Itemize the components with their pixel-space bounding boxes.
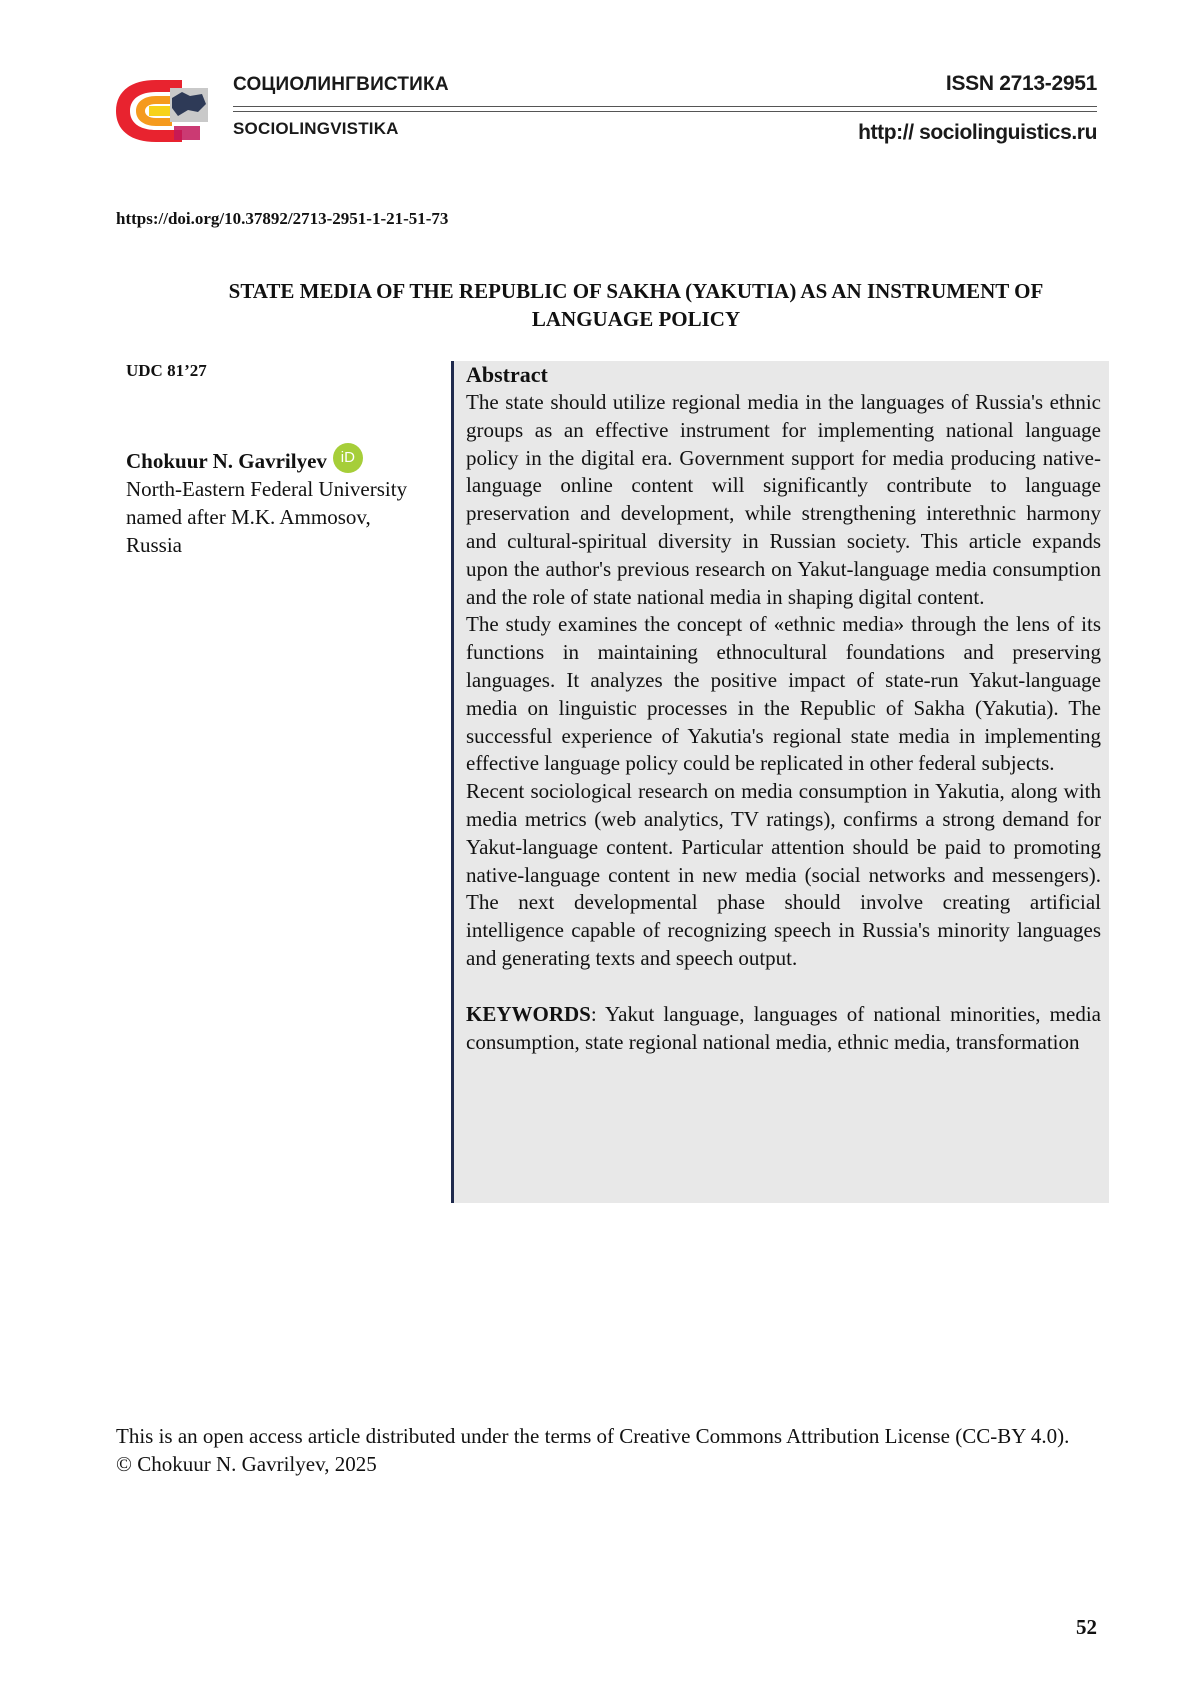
header-divider	[233, 106, 1097, 107]
orcid-icon[interactable]: iD	[333, 443, 363, 473]
keywords-list: : Yakut language, languages of national minorities, media consumption, state regional national media, ethnic media, transformation	[466, 1001, 1101, 1054]
keywords	[466, 1001, 1101, 1057]
journal-title-ru: СОЦИОЛИНГВИСТИКА	[233, 74, 449, 95]
header-divider-secondary	[233, 111, 1097, 112]
logo-graphic	[112, 74, 212, 148]
abstract-paragraph: The state should utilize regional media in the languages of Russia's ethnic groups as an effective instrument for implementing national language policy in the digital era. Government support for media producing native-language online content will significantly contribute to language preservation and development, while strengthening interethnic harmony and cultural-spiritual diversity in Russian society. This article expands upon the author's previous research on Yakut-language media consumption and the role of state national media in shaping digital content.	[466, 390, 1101, 609]
abstract-heading: Abstract	[466, 362, 548, 387]
license-footer	[116, 1422, 1076, 1478]
article-title: STATE MEDIA OF THE REPUBLIC OF SAKHA (YAKUTIA) AS AN INSTRUMENT OF LANGUAGE POLICY	[228, 279, 1044, 331]
doi-link[interactable]: https://doi.org/10.37892/2713-2951-1-21-51-73	[116, 209, 449, 228]
author-block	[126, 443, 426, 559]
abstract-paragraph: Recent sociological research on media consumption in Yakutia, along with media metrics (web analytics, TV ratings), confirms a strong demand for Yakut-language content. Particular attention should be paid to promoting native-language content in new media (social networks and messengers). The next developmental phase should involve creating artificial intelligence capable of recognizing speech in Russia's minority languages and generating texts and speech output.	[466, 779, 1101, 970]
issn: ISSN 2713-2951	[945, 72, 1097, 95]
author-affiliation: North-Eastern Federal University named after M.K. Ammosov, Russia	[126, 477, 408, 557]
author-name: Chokuur N. Gavrilyev	[126, 449, 327, 473]
journal-logo	[112, 74, 212, 148]
udc-code: UDC 81’27	[126, 361, 207, 380]
abstract-body	[466, 361, 1101, 1056]
abstract-paragraph: The study examines the concept of «ethnic media» through the lens of its functions in maintaining ethnocultural foundations and preserving languages. It analyzes the positive impact of state-run Yakut-language media on linguistic processes in the Republic of Sakha (Yakutia). The successful experience of Yakutia's regional state media in implementing effective language policy could be replicated in other federal subjects.	[466, 612, 1101, 776]
journal-title-en: SOCIOLINGVISTIKA	[233, 119, 399, 138]
abstract-box	[451, 361, 1109, 1203]
license-text: This is an open access article distributed under the terms of Creative Commons Attribution License (CC-BY 4.0).	[116, 1424, 1070, 1448]
keywords-label: KEYWORDS	[466, 1001, 591, 1026]
journal-url[interactable]: http:// sociolinguistics.ru	[858, 121, 1097, 144]
page-number: 52	[1076, 1615, 1097, 1639]
copyright-text: © Chokuur N. Gavrilyev, 2025	[116, 1452, 377, 1476]
